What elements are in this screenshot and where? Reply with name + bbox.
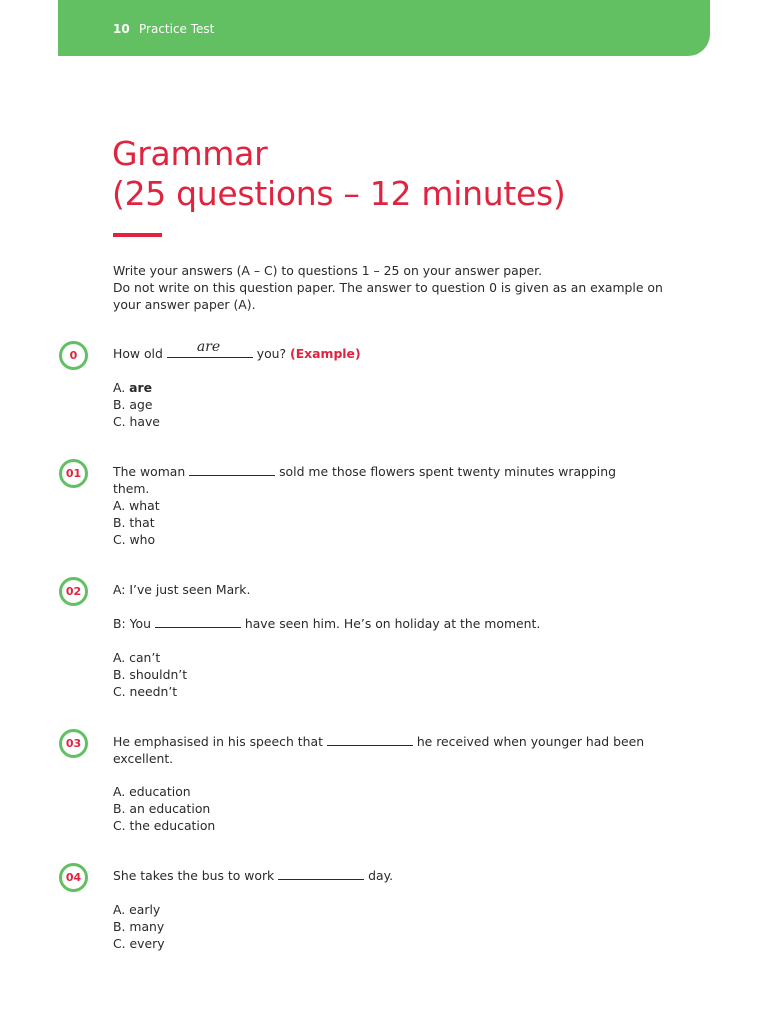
question-text-after: you? bbox=[252, 346, 291, 361]
answer-blank bbox=[189, 464, 275, 476]
section-title: Practice Test bbox=[139, 22, 215, 36]
question-text-after: sold me those flowers spent twenty minutes wrapping them. bbox=[113, 464, 616, 496]
answer-blank bbox=[278, 868, 364, 880]
answer-blank bbox=[155, 616, 241, 628]
question-text-before: The woman bbox=[113, 464, 190, 479]
title-line-1: Grammar bbox=[112, 134, 268, 173]
option-a bbox=[113, 783, 215, 800]
option-letter: B. bbox=[113, 801, 130, 816]
option-a bbox=[113, 649, 187, 666]
option-text: education bbox=[129, 784, 191, 799]
option-text: are bbox=[129, 380, 153, 395]
question-text-after: he received when younger had been bbox=[412, 734, 645, 749]
option-c bbox=[113, 413, 160, 430]
option-text: every bbox=[129, 936, 165, 951]
question-text bbox=[113, 733, 653, 750]
option-letter: A. bbox=[113, 380, 130, 395]
question-text-before: She takes the bus to work bbox=[113, 868, 279, 883]
answer-blank bbox=[167, 339, 253, 358]
instructions-line-3: your answer paper (A). bbox=[113, 297, 256, 312]
question-number-badge: 0 bbox=[59, 341, 88, 370]
option-text: an education bbox=[129, 801, 211, 816]
option-b bbox=[113, 514, 160, 531]
question-text-line-2: excellent. bbox=[113, 751, 174, 766]
question-text bbox=[113, 615, 653, 632]
answer-blank bbox=[327, 734, 413, 746]
page-title bbox=[112, 134, 565, 214]
option-letter: C. bbox=[113, 684, 130, 699]
option-letter: A. bbox=[113, 784, 130, 799]
options-list bbox=[113, 497, 160, 548]
option-letter: B. bbox=[113, 667, 130, 682]
option-letter: A. bbox=[113, 498, 130, 513]
option-b bbox=[113, 800, 215, 817]
option-c bbox=[113, 531, 160, 548]
options-list bbox=[113, 649, 187, 700]
option-letter: C. bbox=[113, 936, 130, 951]
question-number-badge: 02 bbox=[59, 577, 88, 606]
instructions-line-1: Write your answers (A – C) to questions 1 – 25 on your answer paper. bbox=[113, 263, 543, 278]
option-text: early bbox=[129, 902, 161, 917]
example-tag: (Example) bbox=[290, 346, 361, 361]
option-letter: B. bbox=[113, 919, 130, 934]
question-text bbox=[113, 867, 653, 884]
option-letter: A. bbox=[113, 902, 130, 917]
option-a bbox=[113, 379, 160, 396]
question-text-before: He emphasised in his speech that bbox=[113, 734, 327, 749]
option-text: that bbox=[129, 515, 155, 530]
options-list bbox=[113, 379, 160, 430]
instructions bbox=[113, 262, 663, 313]
question-number-badge: 04 bbox=[59, 863, 88, 892]
option-c bbox=[113, 817, 215, 834]
option-text: shouldn’t bbox=[129, 667, 188, 682]
option-text: the education bbox=[129, 818, 216, 833]
question-text-after: have seen him. He’s on holiday at the moment. bbox=[240, 616, 541, 631]
option-b bbox=[113, 918, 165, 935]
option-text: needn’t bbox=[129, 684, 178, 699]
question-text-before: B: You bbox=[113, 616, 155, 631]
question-text-line-1: A: I’ve just seen Mark. bbox=[113, 582, 251, 597]
header-bar bbox=[58, 0, 710, 56]
option-letter: C. bbox=[113, 818, 130, 833]
question-text-before: How old bbox=[113, 346, 167, 361]
option-letter: B. bbox=[113, 515, 130, 530]
question-number-badge: 03 bbox=[59, 729, 88, 758]
title-line-2: (25 questions – 12 minutes) bbox=[112, 174, 566, 213]
question-text-after: day. bbox=[364, 868, 394, 883]
example-answer: are bbox=[196, 339, 221, 355]
option-text: many bbox=[129, 919, 165, 934]
option-a bbox=[113, 901, 165, 918]
option-text: age bbox=[129, 397, 153, 412]
option-text: have bbox=[129, 414, 160, 429]
option-b bbox=[113, 666, 187, 683]
page-number: 10 bbox=[113, 22, 130, 36]
option-letter: B. bbox=[113, 397, 130, 412]
option-a bbox=[113, 497, 160, 514]
option-letter: C. bbox=[113, 414, 130, 429]
question-text bbox=[113, 463, 653, 497]
option-letter: C. bbox=[113, 532, 130, 547]
question-text bbox=[113, 339, 653, 362]
option-letter: A. bbox=[113, 650, 130, 665]
title-underline bbox=[113, 233, 162, 237]
option-c bbox=[113, 935, 165, 952]
options-list bbox=[113, 783, 215, 834]
question-number-badge: 01 bbox=[59, 459, 88, 488]
option-text: what bbox=[129, 498, 160, 513]
instructions-line-2: Do not write on this question paper. The answer to question 0 is given as an example on bbox=[113, 280, 663, 295]
option-text: can’t bbox=[129, 650, 161, 665]
option-c bbox=[113, 683, 187, 700]
options-list bbox=[113, 901, 165, 952]
option-b bbox=[113, 396, 160, 413]
option-text: who bbox=[129, 532, 156, 547]
